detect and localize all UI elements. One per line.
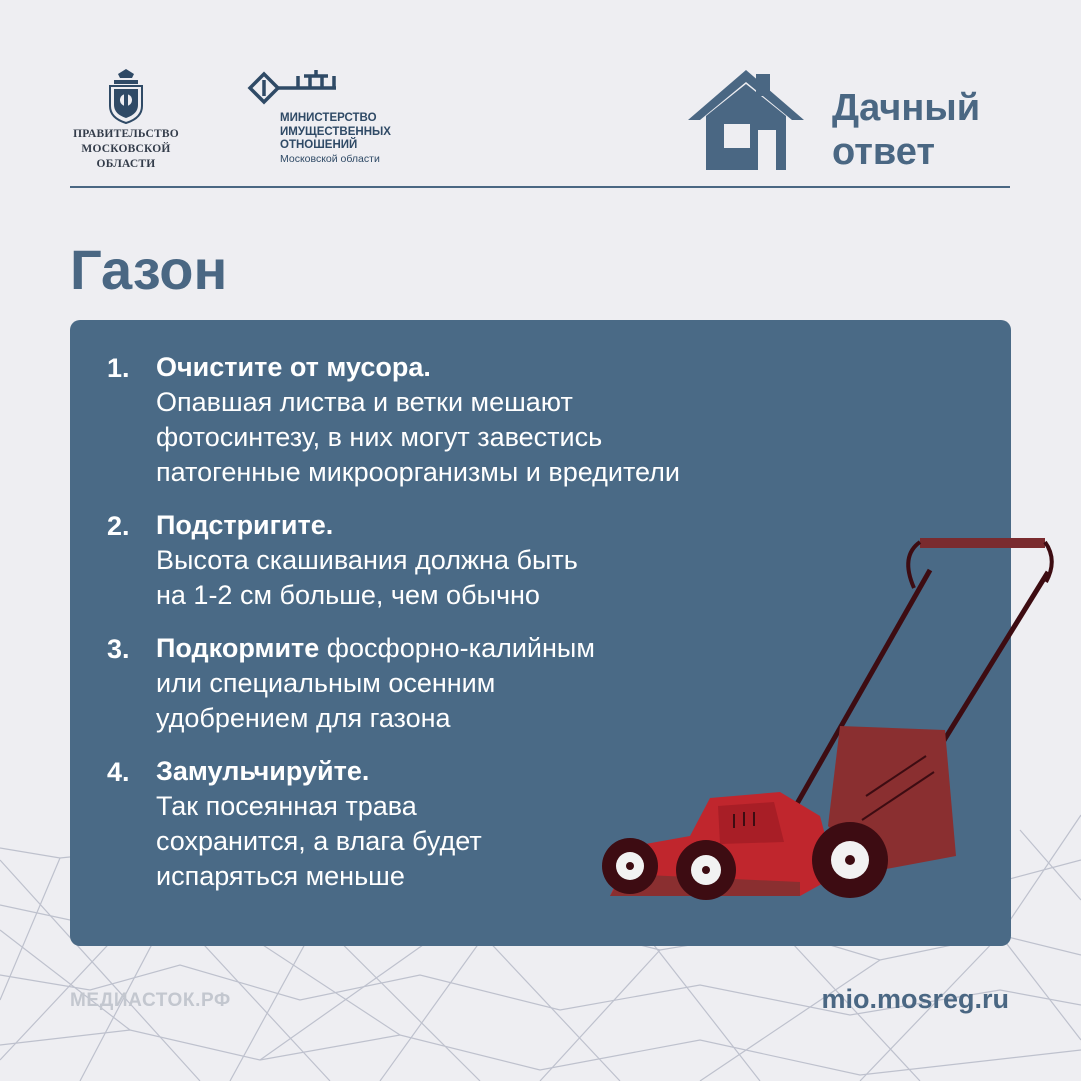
step-heading: Подкормите <box>156 633 320 663</box>
gov-logo-line: ОБЛАСТИ <box>96 158 156 170</box>
ministry-name-line: ИМУЩЕСТВЕННЫХ <box>280 125 391 138</box>
ministry-name-line: ОТНОШЕНИЙ <box>280 139 358 151</box>
step-line: или специальным осенним <box>156 668 496 698</box>
step-line: патогенные микроорганизмы и вредители <box>156 457 680 487</box>
brand-title-line: ответ <box>832 131 935 173</box>
step-number: 4. <box>107 757 130 787</box>
step-line: Так посеянная трава <box>156 791 417 821</box>
footer-website-link[interactable]: mio.mosreg.ru <box>821 984 1009 1014</box>
step-line: Опавшая листва и ветки мешают <box>156 387 573 417</box>
step-heading: Замульчируйте. <box>156 756 370 786</box>
step-line: удобрением для газона <box>156 703 451 733</box>
step-number: 3. <box>107 634 130 664</box>
step-number: 2. <box>107 511 130 541</box>
step-line: сохранится, а влага будет <box>156 826 482 856</box>
gov-logo-line: МОСКОВСКОЙ <box>81 143 171 155</box>
ministry-region: Московской области <box>280 152 380 165</box>
ministry-key-icon <box>246 70 338 106</box>
step-inline: фосфорно-калийным <box>319 633 595 663</box>
page-title: Газон <box>70 238 228 301</box>
lawn-mower-illustration <box>600 526 1056 906</box>
ministry-logo <box>246 70 446 165</box>
step-line: на 1-2 см больше, чем обычно <box>156 580 540 610</box>
step-line: фотосинтезу, в них могут завестись <box>156 422 603 452</box>
coat-of-arms-icon <box>106 68 146 124</box>
step-number: 1. <box>107 353 130 383</box>
brand-title-line: Дачный <box>832 87 981 129</box>
step-line: испаряться меньше <box>156 861 405 891</box>
step-line: Высота скашивания должна быть <box>156 545 578 575</box>
footer-watermark: МЕДИАСТОК.РФ <box>70 990 231 1011</box>
house-icon <box>686 68 806 174</box>
step-heading: Подстригите. <box>156 510 334 540</box>
ministry-name-line: МИНИСТЕРСТВО <box>280 112 377 124</box>
brand-title <box>832 86 1032 174</box>
header-divider <box>70 186 1010 188</box>
gov-logo-line: ПРАВИТЕЛЬСТВО <box>73 128 179 140</box>
government-logo <box>66 68 186 172</box>
list-item <box>107 350 867 490</box>
step-heading: Очистите от мусора. <box>156 352 431 382</box>
